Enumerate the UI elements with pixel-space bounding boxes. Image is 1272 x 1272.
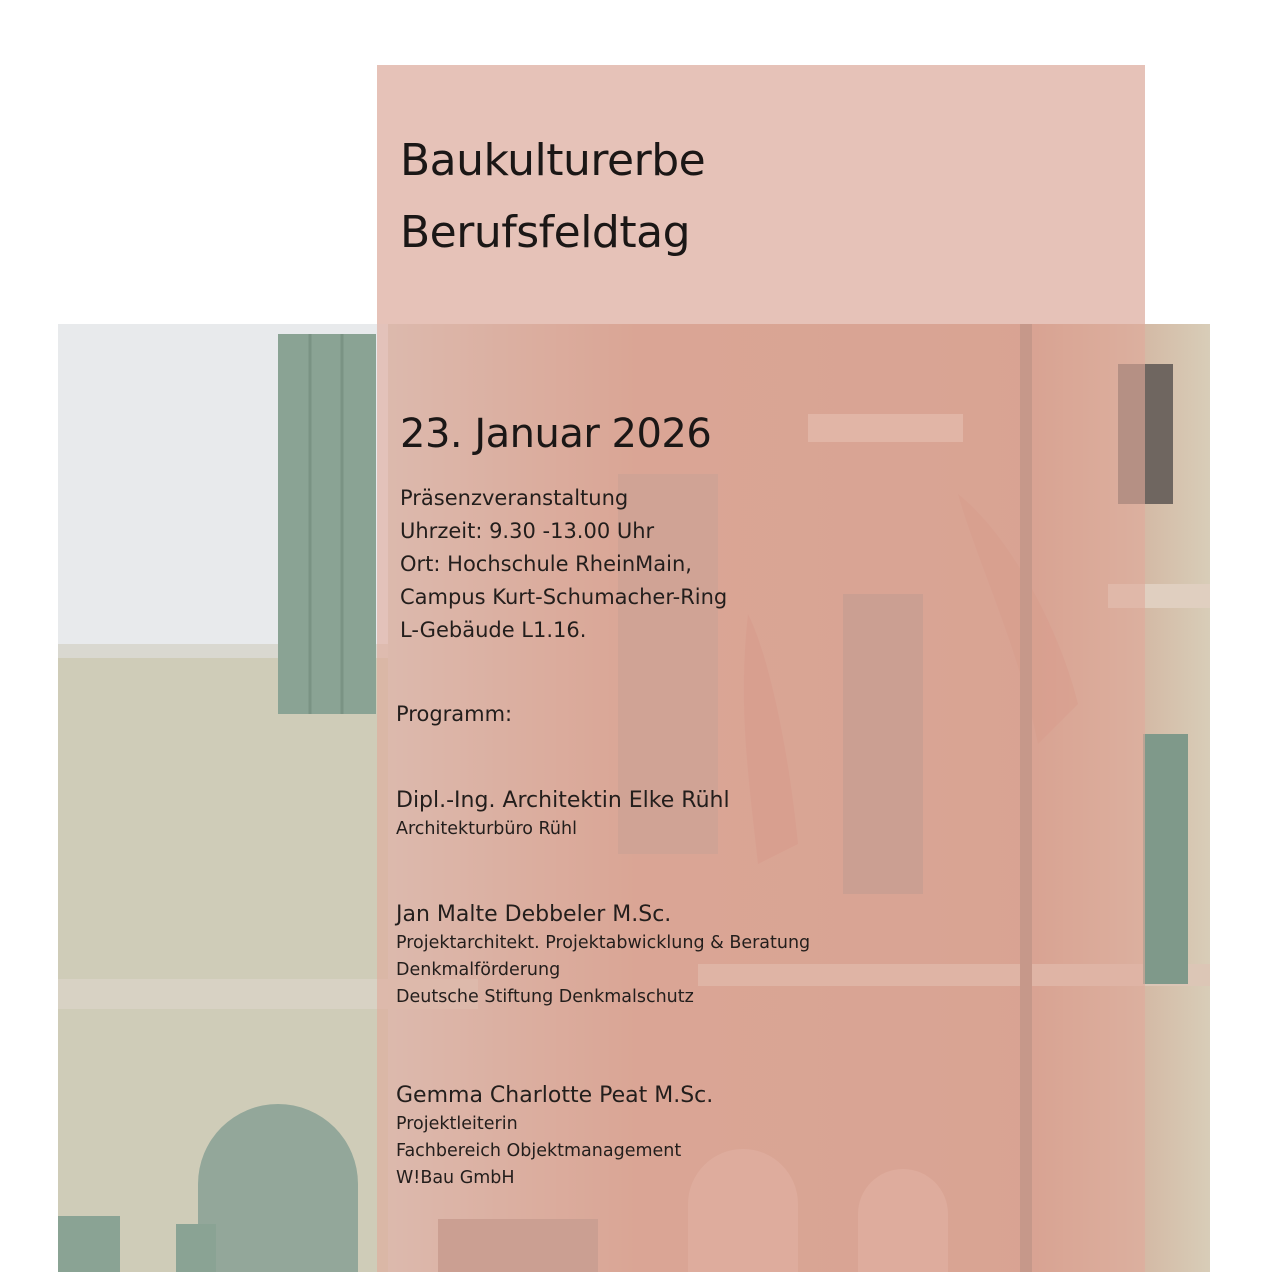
speaker-name: Dipl.-Ing. Architektin Elke Rühl [396, 788, 730, 813]
detail-time: Uhrzeit: 9.30 -13.00 Uhr [400, 519, 655, 543]
event-details [400, 482, 727, 647]
title-line-2: Berufsfeldtag [400, 207, 691, 258]
detail-location: Ort: Hochschule RheinMain, [400, 552, 692, 576]
speaker-role: Projektleiterin [396, 1114, 518, 1134]
event-date: 23. Januar 2026 [400, 411, 712, 457]
detail-room: L-Gebäude L1.16. [400, 618, 587, 642]
speaker-name: Jan Malte Debbeler M.Sc. [396, 902, 672, 927]
speaker-role: Denkmalförderung [396, 960, 561, 980]
program-label: Programm: [396, 702, 513, 726]
detail-format: Präsenzveranstaltung [400, 486, 629, 510]
speaker-name: Gemma Charlotte Peat M.Sc. [396, 1083, 714, 1108]
speaker-role: Architekturbüro Rühl [396, 819, 577, 839]
speaker-debbeler [396, 900, 810, 1011]
title-line-1: Baukulturerbe [400, 135, 706, 186]
speaker-peat [396, 1081, 713, 1192]
speaker-ruehl [396, 786, 730, 843]
speaker-role: Fachbereich Objektmanagement [396, 1141, 682, 1161]
detail-campus: Campus Kurt-Schumacher-Ring [400, 585, 728, 609]
speaker-role: Projektarchitekt. Projektabwicklung & Beratung [396, 933, 811, 953]
speaker-role: Deutsche Stiftung Denkmalschutz [396, 987, 694, 1007]
speaker-role: W!Bau GmbH [396, 1168, 515, 1188]
